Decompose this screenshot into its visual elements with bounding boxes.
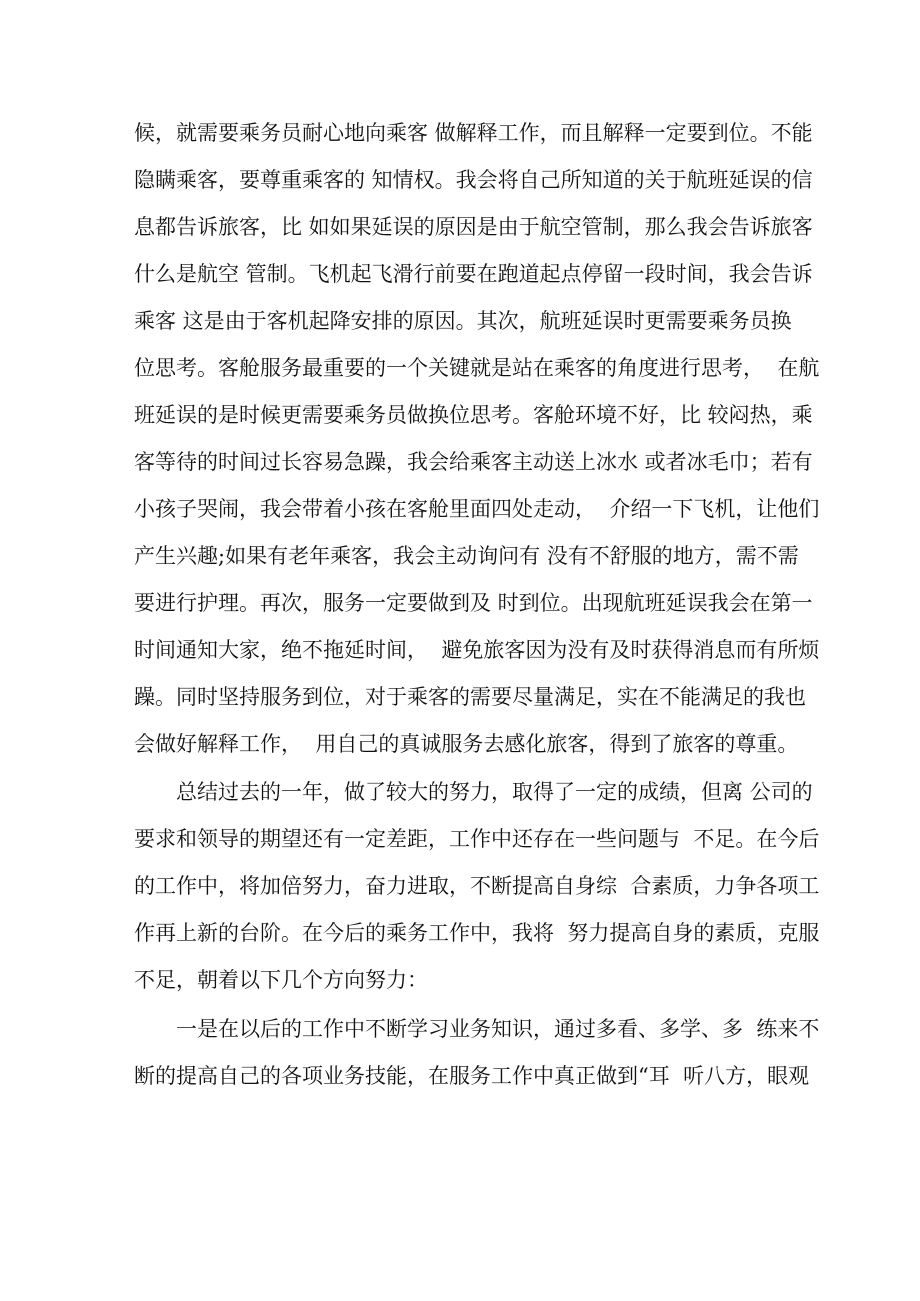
text-line: 小孩子哭闹，我会带着小孩在客舱里面四处走动， 介绍一下飞机，让他们: [134, 497, 820, 521]
text-line: 班延误的是时候更需要乘务员做换位思考。客舱环境不好，比 较闷热，乘: [134, 403, 813, 427]
text-line: 息都告诉旅客，比 如如果延误的原因是由于航空管制，那么我会告诉旅客: [134, 215, 813, 239]
text-line: 不足，朝着以下几个方向努力：: [134, 968, 428, 992]
text-line: 隐瞒乘客，要尊重乘客的 知情权。我会将自己所知道的关于航班延误的信: [134, 168, 813, 192]
text-line: 会做好解释工作， 用自己的真诚服务去感化旅客，得到了旅客的尊重。: [134, 732, 799, 756]
text-line: 的工作中，将加倍努力，奋力进取，不断提高自身综 合素质，力争各项工: [134, 874, 820, 898]
text-line: 要进行护理。再次，服务一定要做到及 时到位。出现航班延误我会在第一: [134, 591, 813, 615]
text-line: 躁。同时坚持服务到位，对于乘客的需要尽量满足，实在不能满足的我也: [134, 685, 806, 709]
text-line: 时间通知大家，绝不拖延时间， 避免旅客因为没有及时获得消息而有所烦: [134, 638, 820, 662]
text-line: 要求和领导的期望还有一定差距，工作中还存在一些问题与 不足。在今后: [134, 827, 820, 851]
text-line: 乘客 这是由于客机起降安排的原因。其次，航班延误时更需要乘务员换: [134, 309, 792, 333]
text-line: 产生兴趣;如果有老年乘客，我会主动询问有 没有不舒服的地方，需不需: [134, 544, 799, 568]
text-line: 客等待的时间过长容易急躁，我会给乘客主动送上冰水 或者冰毛巾；若有: [134, 450, 813, 474]
paragraph-start-line: 总结过去的一年，做了较大的努力，取得了一定的成绩，但离 公司的: [176, 780, 813, 804]
paragraph-start-line: 一是在以后的工作中不断学习业务知识，通过多看、多学、多 练来不: [176, 1017, 820, 1041]
text-line: 断的提高自己的各项业务技能，在服务工作中真正做到“耳 听八方，眼观: [134, 1064, 810, 1088]
text-line: 作再上新的台阶。在今后的乘务工作中，我将 努力提高自身的素质，克服: [134, 921, 820, 945]
text-line: 什么是航空 管制。飞机起飞滑行前要在跑道起点停留一段时间，我会告诉: [134, 262, 813, 286]
text-line: 候，就需要乘务员耐心地向乘客 做解释工作，而且解释一定要到位。不能: [134, 121, 813, 145]
text-line: 位思考。客舱服务最重要的一个关键就是站在乘客的角度进行思考， 在航: [134, 356, 820, 380]
